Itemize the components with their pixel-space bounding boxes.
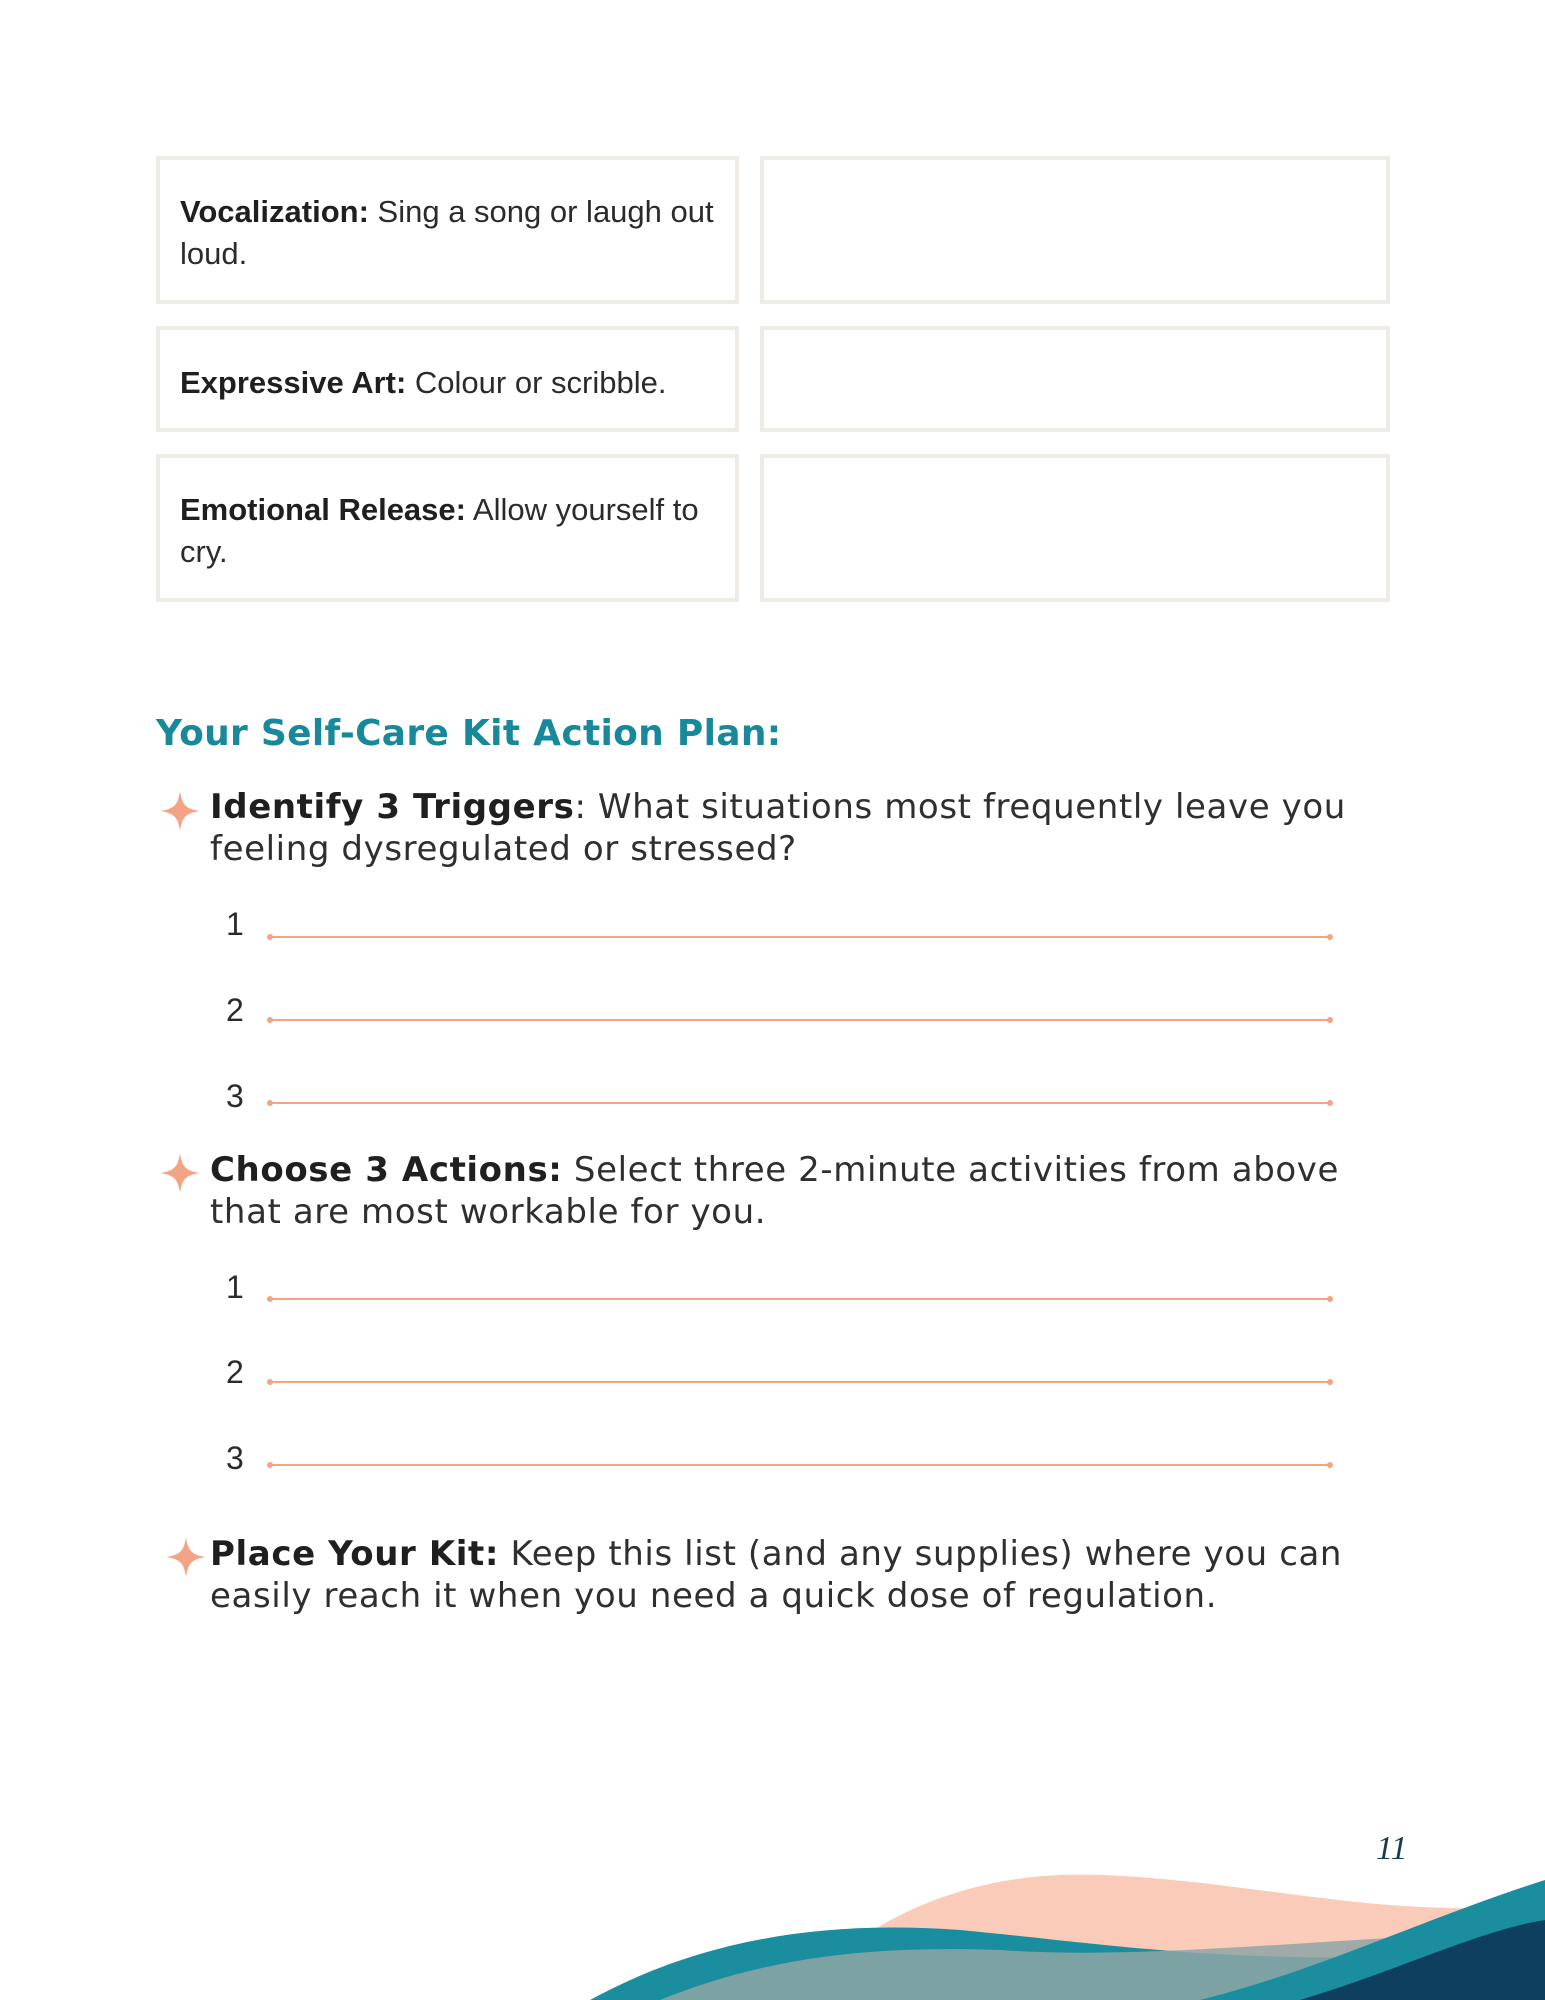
item-text: Select three 2-minute activities from above that are most workable for you. <box>210 1150 1340 1232</box>
four-point-star-icon <box>164 1535 208 1579</box>
answer-line[interactable] <box>266 1014 1334 1026</box>
answer-line[interactable] <box>266 1097 1334 1109</box>
table-cell-label <box>156 454 739 602</box>
row-label: Vocalization: <box>180 194 369 229</box>
line-number: 2 <box>226 992 244 1028</box>
line-number: 3 <box>226 1078 244 1114</box>
table-cell-label <box>156 326 739 432</box>
four-point-star-icon <box>158 789 202 833</box>
item-text: Keep this list (and any supplies) where you can easily reach it when you need a quick dose of regulation. <box>210 1534 1343 1616</box>
answer-line[interactable] <box>266 1459 1334 1471</box>
item-text: : What situations most frequently leave you feeling dysregulated or stressed? <box>210 787 1346 869</box>
action-item-triggers <box>210 786 1400 870</box>
row-text: Allow yourself to cry. <box>180 492 699 569</box>
answer-line[interactable] <box>266 1293 1334 1305</box>
page-number: 11 <box>1376 1830 1408 1867</box>
item-title: Choose 3 Actions: <box>210 1150 563 1190</box>
row-label: Emotional Release: <box>180 492 466 527</box>
answer-line[interactable] <box>266 931 1334 943</box>
line-number: 1 <box>226 906 244 942</box>
table-cell-label <box>156 156 739 304</box>
four-point-star-icon <box>158 1151 202 1195</box>
action-plan-heading: Your Self-Care Kit Action Plan: <box>156 713 782 754</box>
table-cell-response[interactable] <box>760 454 1390 602</box>
line-number: 3 <box>226 1440 244 1476</box>
row-text: Sing a song or laugh out loud. <box>180 194 714 271</box>
action-item-actions <box>210 1149 1400 1233</box>
line-number: 1 <box>226 1269 244 1305</box>
action-item-place-kit <box>210 1533 1400 1617</box>
decorative-wave-footer <box>0 1850 1545 2000</box>
line-number: 2 <box>226 1354 244 1390</box>
table-cell-response[interactable] <box>760 326 1390 432</box>
row-text: Colour or scribble. <box>414 365 667 400</box>
item-title: Identify 3 Triggers <box>210 787 575 827</box>
table-cell-response[interactable] <box>760 156 1390 304</box>
row-label: Expressive Art: <box>180 365 407 400</box>
item-title: Place Your Kit: <box>210 1534 500 1574</box>
answer-line[interactable] <box>266 1376 1334 1388</box>
